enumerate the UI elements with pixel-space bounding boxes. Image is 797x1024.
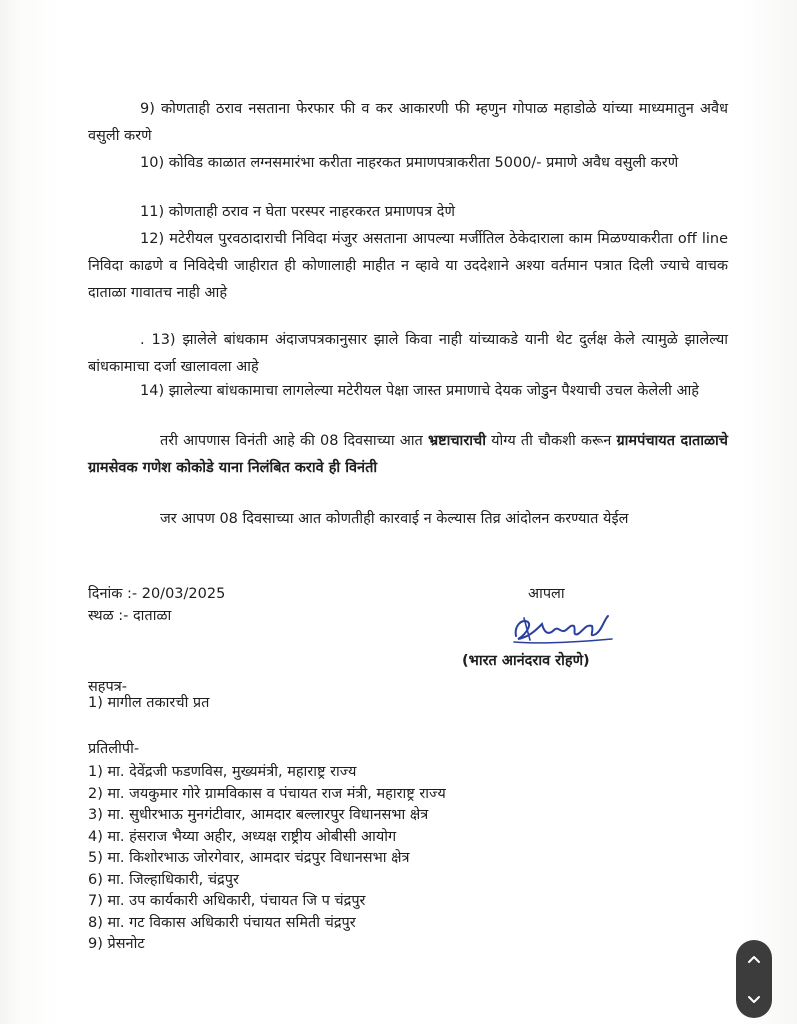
copy-item: 8) मा. गट विकास अधिकारी पंचायत समिती चंद्रपुर [88,914,356,931]
complaint-item-13: . 13) झालेले बांधकाम अंदाजपत्रकानुसार झाले किवा नाही यांच्याकडे यानी थेट दुर्लक्ष केले त्यामुळे झालेल्या बांधकामाचा दर्जा खालावला आहे [88,332,728,375]
scroll-up-button[interactable] [740,946,768,974]
request-text-2: योग्य ती चौकशी करून [485,433,617,449]
enclosure-heading: सहपत्र- [88,679,127,695]
request-paragraph [88,428,728,482]
signatory-name: (भारत आनंदराव रोहणे) [462,653,590,669]
request-bold-2: ग्रामपंचायत दाताळाचे ग्रामसेवक गणेश कोकोडे याना निलंबित करावे ही विनंती [88,433,728,476]
request-text-1: तरी आपणास विनंती आहे की 08 दिवसाच्या आत [160,433,428,449]
request-bold-1: भ्रष्टाचाराची [427,433,486,449]
complaint-item-12: 12) मटेरीयल पुरवठादाराची निविदा मंजुर असताना आपल्या मर्जीतिल ठेकेदाराला काम मिळण्याकरीता off line निविदा काढणे व निविदेची जाहीरात ही कोणालाही माहीत न व्हावे या उददेशाने अश्या वर्तमान पत्रात दिली ज्याचे वाचक दाताळा गावातच नाही आहे [88,231,728,301]
copy-item: 9) प्रेसनोट [88,936,145,952]
complaint-item-9: 9) कोणताही ठराव नसताना फेरफार फी व कर आकारणी फी म्हणुन गोपाळ महाडोळे यांच्या माध्यमातुन अवैध वसुली करणे [88,101,728,144]
complaint-item-14: 14) झालेल्या बांधकामाचा लागलेल्या मटेरीयल पेक्षा जास्त प्रमाणाचे देयक जोडुन पैश्याची उचल केलेली आहे [140,383,699,399]
chevron-down-icon [746,991,762,1007]
copy-item: 7) मा. उप कार्यकारी अधिकारी, पंचायत जि प चंद्रपुर [88,893,366,909]
signature [508,606,618,650]
enclosure-item: 1) मागील तकारची प्रत [88,695,210,711]
copy-item: 6) मा. जिल्हाधिकारी, चंद्रपुर [88,871,239,888]
copy-item: 2) मा. जयकुमार गोरे ग्रामविकास व पंचायत राज मंत्री, महाराष्ट्र राज्य [88,785,446,802]
date-line: दिनांक :- 20/03/2025 [88,586,226,602]
copy-item: 3) मा. सुधीरभाऊ मुनगंटीवार, आमदार बल्लारपुर विधानसभा क्षेत्र [88,807,429,823]
closing-text: आपला [528,586,565,602]
place-line: स्थळ :- दाताळा [88,608,172,624]
signature-image [508,606,618,650]
copy-item: 4) मा. हंसराज भैय्या अहीर, अध्यक्ष राष्ट्रीय ओबीसी आयोग [88,828,397,845]
chevron-up-icon [746,952,762,968]
copies-list [88,762,446,956]
scroll-down-button[interactable] [740,985,768,1013]
complaint-item-10: 10) कोविड काळात लग्नसमारंभा करीता नाहरकत प्रमाणपत्राकरीता 5000/- प्रमाणे अवैध वसुली करणे [140,155,679,171]
copies-heading: प्रतिलीपी- [88,741,140,757]
copy-item: 5) मा. किशोरभाऊ जोरगेवार, आमदार चंद्रपुर विधानसभा क्षेत्र [88,850,410,866]
copy-item: 1) मा. देवेंद्रजी फडणविस, मुख्यमंत्री, महाराष्ट्र राज्य [88,764,357,780]
warning-paragraph: जर आपण 08 दिवसाच्या आत कोणतीही कारवाई न केल्यास तिव्र आंदोलन करण्यात येईल [160,511,629,527]
complaint-item-11: 11) कोणताही ठराव न घेता परस्पर नाहरकरत प्रमाणपत्र देणे [140,204,455,220]
scroll-control [736,940,772,1018]
